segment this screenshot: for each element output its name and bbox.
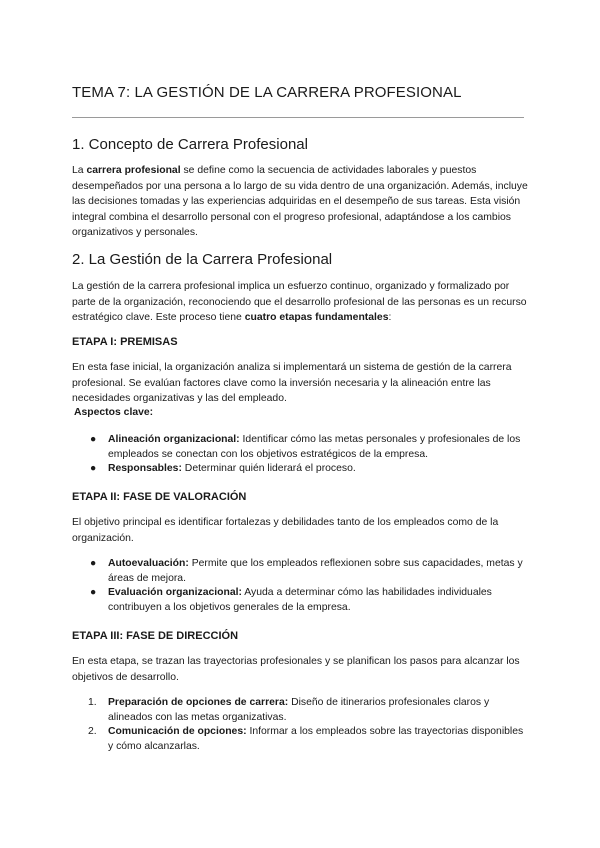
etapa-1-paragraph: En esta fase inicial, la organización analiza si implementará un sistema de gestión de la carrera profesional. Se evalúan factores clave como la inversión necesaria y la alineación entre las necesidades organizativas y las del empleado.: [72, 362, 512, 405]
etapa-1-list: [72, 433, 528, 477]
document-title: TEMA 7: LA GESTIÓN DE LA CARRERA PROFESIONAL: [72, 84, 462, 101]
bullet-icon: ●: [90, 558, 97, 569]
list-item: 2. Comunicación de opciones: Informar a los empleados sobre las trayectorias disponibles y cómo alcanzarlas.: [88, 726, 524, 752]
list-number: 1.: [88, 697, 97, 708]
etapa-3-heading: ETAPA III: FASE DE DIRECCIÓN: [72, 630, 239, 642]
etapa-2-list: [72, 557, 528, 615]
etapa-3-paragraph: En esta etapa, se trazan las trayectorias profesionales y se planifican los pasos para alcanzar los objetivos de desarrollo.: [72, 656, 520, 683]
list-item: 1. Preparación de opciones de carrera: Diseño de itinerarios profesionales claros y alineados con las metas organizativas.: [88, 697, 490, 723]
etapa-2-heading: ETAPA II: FASE DE VALORACIÓN: [72, 491, 247, 503]
list-item: ● Autoevaluación: Permite que los empleados reflexionen sobre sus capacidades, metas y áreas de mejora.: [90, 558, 523, 584]
etapa-2-paragraph: El objetivo principal es identificar fortalezas y debilidades tanto de los empleados como de la organización.: [72, 517, 499, 544]
section-1-heading: 1. Concepto de Carrera Profesional: [72, 136, 308, 153]
bullet-icon: ●: [90, 587, 97, 599]
etapa-1-heading: ETAPA I: PREMISAS: [72, 336, 178, 348]
etapa-3-list: [72, 696, 528, 754]
title-divider: [72, 117, 524, 118]
list-item: ● Alineación organizacional: Identificar cómo las metas personales y profesionales de los empleados se conectan con los objetivos estratégicos de la empresa.: [90, 434, 521, 460]
section-1-paragraph: La carrera profesional se define como la secuencia de actividades laborales y puestos desempeñados por una persona a lo largo de su vida dentro de una organización. Además, incluye las decisiones tomadas y las experiencias adquiridas en el desempeño de sus tareas. Esta visión integral combina el desarrollo personal con el progreso profesional, adaptándose a los cambios organizativos y personales.: [72, 165, 528, 239]
bullet-icon: ●: [90, 434, 97, 445]
list-number: 2.: [88, 726, 97, 738]
list-item: ● Evaluación organizacional: Ayuda a determinar cómo las habilidades individuales contribuyen a los objetivos generales de la empresa.: [90, 587, 492, 613]
bullet-icon: ●: [90, 463, 97, 475]
aspectos-clave-label: Aspectos clave:: [74, 407, 154, 418]
list-item: ● Responsables: Determinar quién liderará el proceso.: [72, 462, 528, 477]
section-2-heading: 2. La Gestión de la Carrera Profesional: [72, 251, 333, 268]
section-2-paragraph: La gestión de la carrera profesional implica un esfuerzo continuo, organizado y formalizado por parte de la organización, reconociendo que el desarrollo profesional de las personas es un recurso estratégico clave. Este proceso tiene cuatro etapas fundamentales:: [72, 281, 527, 324]
